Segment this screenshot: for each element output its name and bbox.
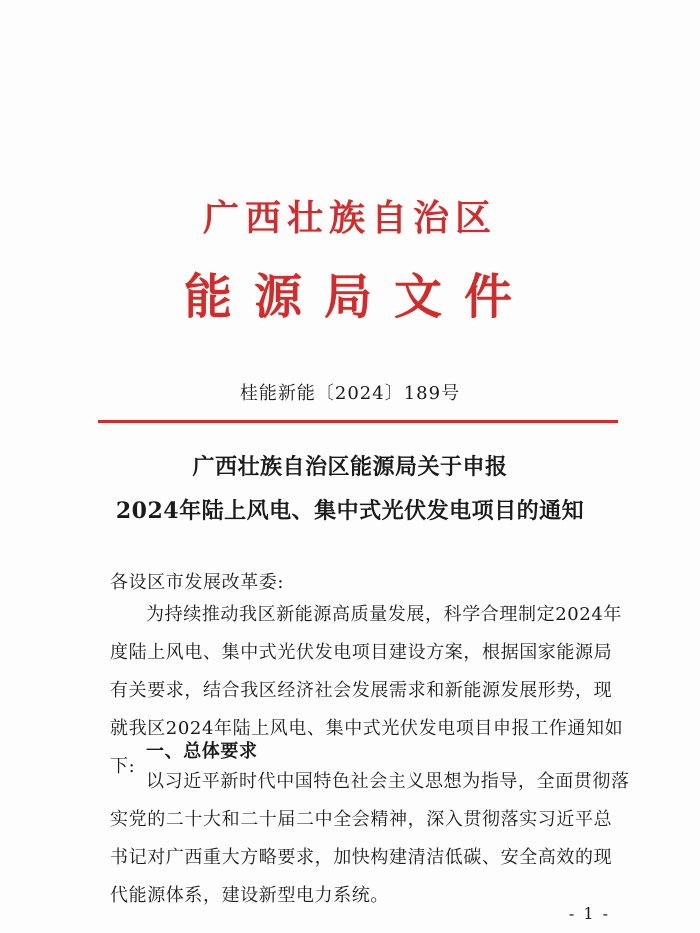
issuer-document-label: 能源局文件 bbox=[183, 269, 534, 325]
section-heading-general-requirements: 一、总体要求 bbox=[146, 741, 258, 762]
page-number: - 1 - bbox=[568, 904, 610, 923]
document-number: 桂能新能〔2024〕189号 bbox=[239, 383, 461, 404]
body-paragraph-intro: 为持续推动我区新能源高质量发展，科学合理制定2024年度陆上风电、集中式光伏发电项目建设方案，根据国家能源局有关要求，结合我区经济社会发展需求和新能源发展形势，现就我区2024年陆上风电、集中式光伏发电项目申报工作通知如下: bbox=[110, 604, 624, 777]
salutation: 各设区市发展改革委: bbox=[110, 572, 285, 593]
document-title-line1: 广西壮族自治区能源局关于申报 bbox=[192, 454, 508, 480]
red-separator-rule bbox=[98, 420, 618, 423]
document-title-line2: 2024年陆上风电、集中式光伏发电项目的通知 bbox=[115, 498, 585, 524]
issuer-name: 广西壮族自治区 bbox=[202, 197, 497, 239]
body-paragraph-guidance: 以习近平新时代中国特色社会主义思想为指导，全面贯彻落实党的二十大和二十届二中全会精神，深入贯彻落实习近平总书记对广西重大方略要求，加快构建清洁低碳、安全高效的现代能源体系，建设新型电力系统。 bbox=[110, 771, 630, 906]
